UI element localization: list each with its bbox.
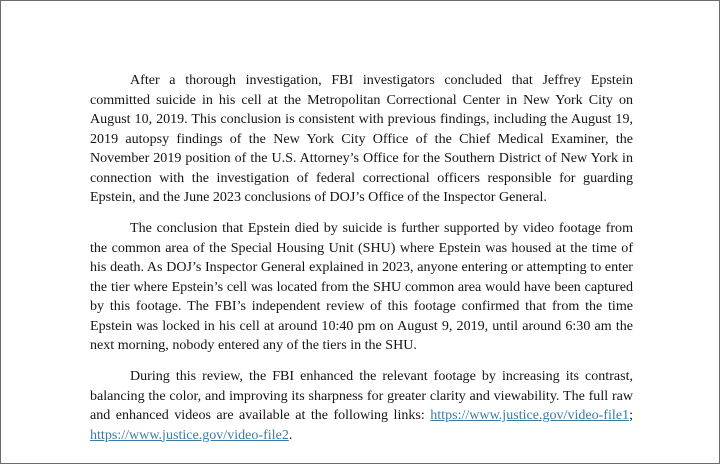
link-separator: ;: [629, 407, 633, 423]
document-body: [90, 71, 633, 457]
paragraph-enhanced-footage-text: During this review, the FBI enhanced the relevant footage by increasing its contrast, balancing the color, and improving its sharpness for greater clarity and viewability. The full raw and enhanced videos are available at the following links:: [90, 368, 633, 423]
video-file1-link[interactable]: https://www.justice.gov/video-file1: [430, 407, 630, 423]
paragraph-video-footage: The conclusion that Epstein died by suicide is further supported by video footage from the common area of the Special Housing Unit (SHU) where Epstein was housed at the time of his death. As DOJ’s Inspector General explained in 2023, anyone entering or attempting to enter the tier where Epstein’s cell was located from the SHU common area would have been captured by this footage. The FBI’s independent review of this footage confirmed that from the time Epstein was locked in his cell at around 10:40 pm on August 9, 2019, until around 6:30 am the next morning, nobody entered any of the tiers in the SHU.: [90, 220, 633, 353]
video-file2-link[interactable]: https://www.justice.gov/video-file2: [90, 426, 289, 443]
paragraph-end-period: .: [288, 426, 293, 443]
paragraph-conclusion: After a thorough investigation, FBI investigators concluded that Jeffrey Epstein committed suicide in his cell at the Metropolitan Correctional Center in New York City on August 10, 2019. This conclusion is consistent with previous findings, including the August 19, 2019 autopsy findings of the New York City Office of the Chief Medical Examiner, the November 2019 position of the U.S. Attorney’s Office for the Southern District of New York in connection with the investigation of federal correctional officers responsible for guarding Epstein, and the June 2023 conclusions of DOJ’s Office of the Inspector General.: [90, 72, 633, 205]
paragraph-enhanced-footage: [90, 367, 633, 445]
